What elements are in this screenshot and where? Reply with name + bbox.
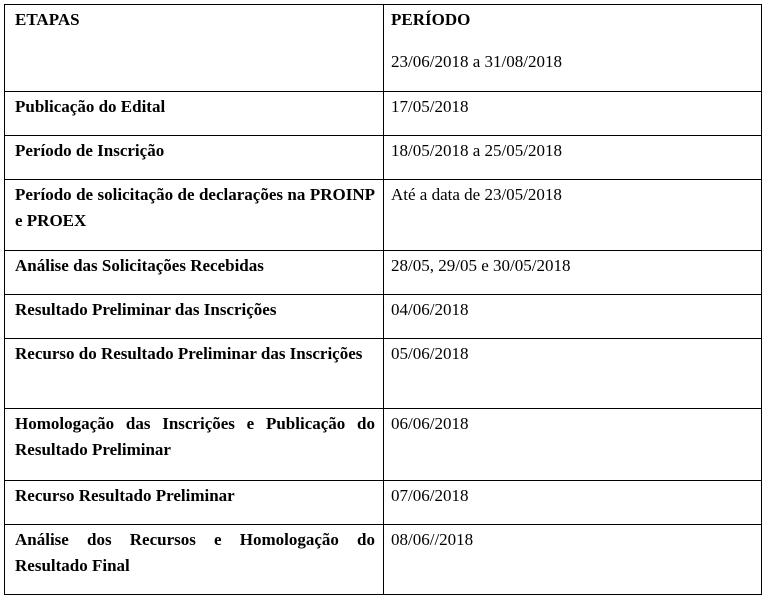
header-periodo-range: 23/06/2018 a 31/08/2018 <box>391 52 562 71</box>
header-cell-periodo <box>384 5 762 92</box>
header-periodo-label: PERÍODO <box>391 10 471 29</box>
periodo-cell: 07/06/2018 <box>391 486 469 505</box>
etapa-cell: Período de solicitação de declarações na PROINP e PROEX <box>15 185 375 230</box>
periodo-cell: Até a data de 23/05/2018 <box>391 185 562 204</box>
table-row <box>5 136 762 180</box>
etapa-cell: Homologação das Inscrições e Publicação do Resultado Preliminar <box>15 414 375 459</box>
etapa-cell: Análise das Solicitações Recebidas <box>15 256 264 275</box>
periodo-cell: 18/05/2018 a 25/05/2018 <box>391 141 562 160</box>
etapa-cell: Recurso Resultado Preliminar <box>15 486 235 505</box>
periodo-cell: 17/05/2018 <box>391 97 469 116</box>
periodo-cell: 06/06/2018 <box>391 414 469 433</box>
table-row <box>5 339 762 409</box>
periodo-cell: 05/06/2018 <box>391 344 469 363</box>
table-row <box>5 481 762 525</box>
schedule-table <box>4 4 762 595</box>
table-row <box>5 525 762 595</box>
header-etapas-label: ETAPAS <box>15 10 80 29</box>
table-row <box>5 92 762 136</box>
etapa-cell: Resultado Preliminar das Inscrições <box>15 300 277 319</box>
table-row <box>5 180 762 251</box>
table-row <box>5 295 762 339</box>
etapa-cell: Publicação do Edital <box>15 97 166 116</box>
table-row <box>5 409 762 481</box>
etapa-cell: Período de Inscrição <box>15 141 165 160</box>
etapa-cell: Recurso do Resultado Preliminar das Inscrições <box>15 344 363 363</box>
periodo-cell: 28/05, 29/05 e 30/05/2018 <box>391 256 571 275</box>
table-row <box>5 251 762 295</box>
header-cell-etapas <box>5 5 384 92</box>
periodo-cell: 08/06//2018 <box>391 530 474 549</box>
table-header-row <box>5 5 762 92</box>
periodo-cell: 04/06/2018 <box>391 300 469 319</box>
etapa-cell: Análise dos Recursos e Homologação do Resultado Final <box>15 530 375 575</box>
